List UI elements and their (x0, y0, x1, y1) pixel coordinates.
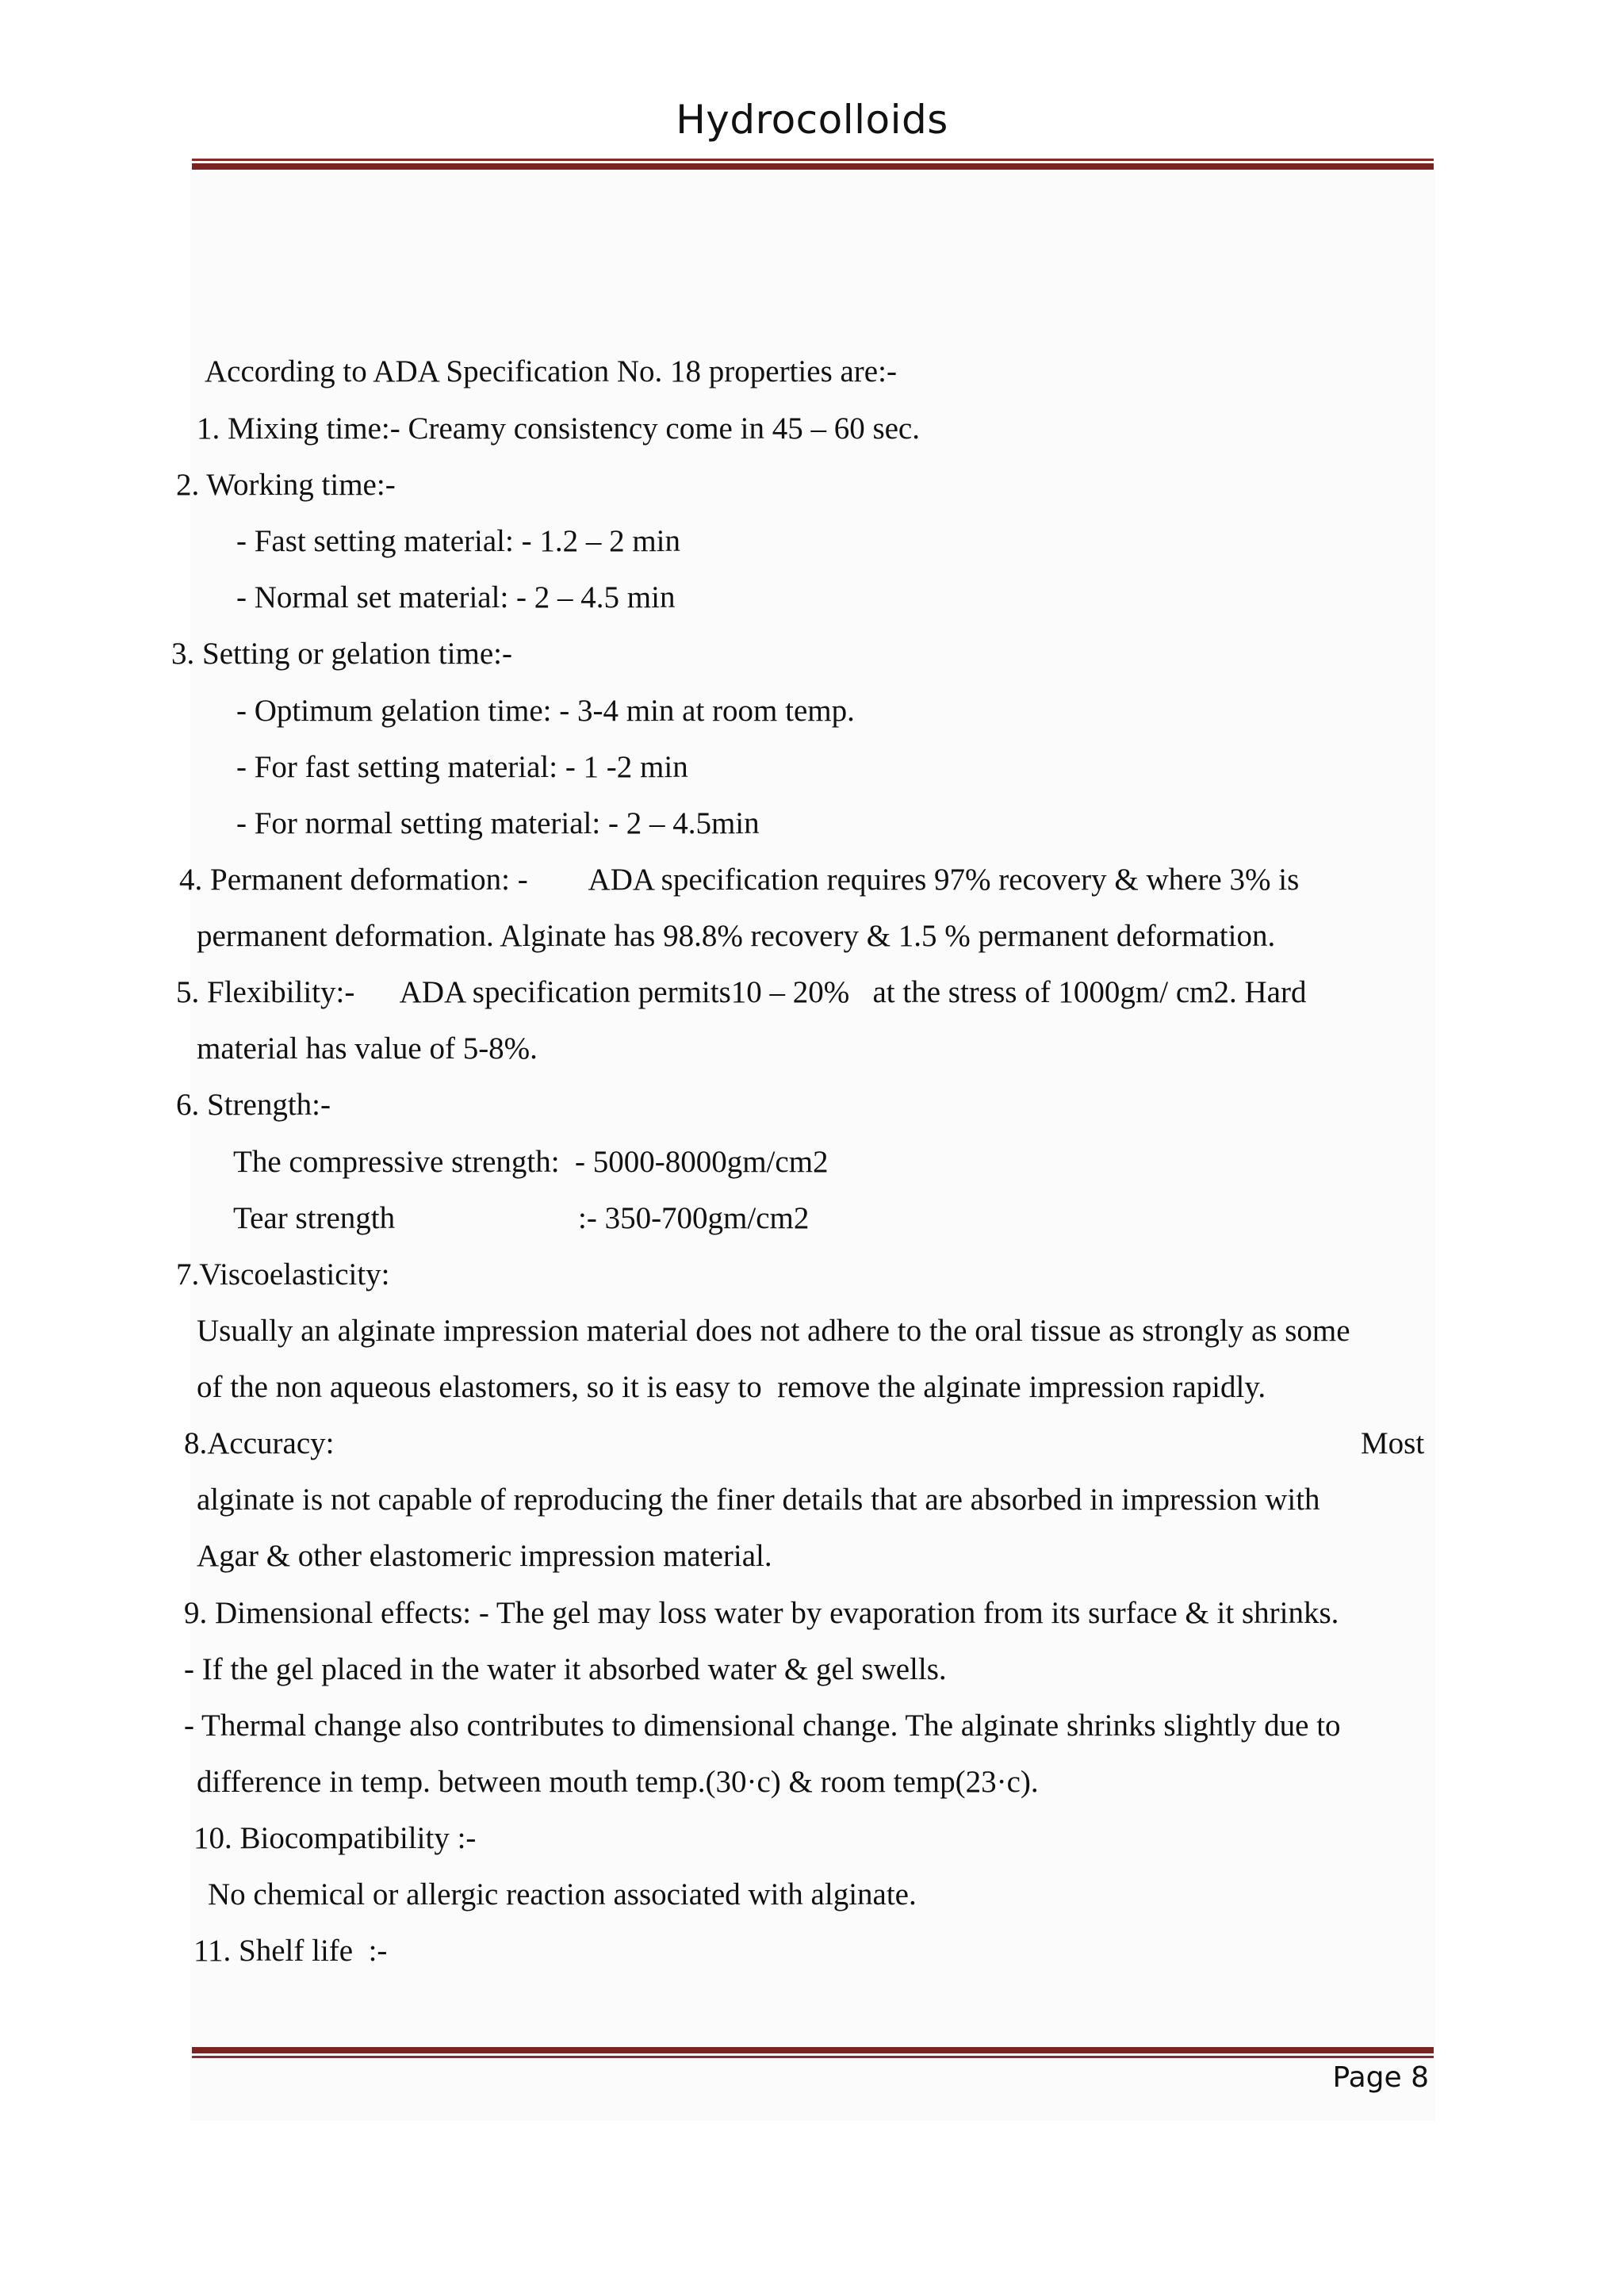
viscoelasticity-line1: Usually an alginate impression material does not adhere to the oral tissue as strongly as some (197, 1314, 1350, 1348)
page-header-title: Hydrocolloids (676, 97, 948, 143)
flexibility-line2: material has value of 5-8%. (197, 1031, 538, 1066)
dimensional-effects-line1: 9. Dimensional effects: - The gel may loss water by evaporation from its surface & it shrinks. (184, 1596, 1339, 1630)
setting-time-normal: - For normal setting material: - 2 – 4.5min (236, 806, 760, 840)
dimensional-effects-line4: difference in temp. between mouth temp.(30·c) & room temp(23·c). (197, 1765, 1039, 1799)
strength-heading: 6. Strength:- (176, 1088, 331, 1122)
intro-line: According to ADA Specification No. 18 properties are:- (205, 354, 897, 388)
page-number: Page 8 (1332, 2061, 1429, 2094)
dimensional-effects-line3: - Thermal change also contributes to dimensional change. The alginate shrinks slightly due to (184, 1709, 1341, 1743)
accuracy-line3: Agar & other elastomeric impression material. (197, 1539, 772, 1573)
working-time-heading: 2. Working time:- (176, 468, 396, 502)
permanent-deformation-line2: permanent deformation. Alginate has 98.8% recovery & 1.5 % permanent deformation. (197, 919, 1276, 953)
accuracy-line2: alginate is not capable of reproducing the finer details that are absorbed in impression with (197, 1483, 1320, 1517)
tear-strength-value: :- 350-700gm/cm2 (578, 1201, 810, 1235)
compressive-strength-label: The compressive strength: (233, 1145, 560, 1179)
setting-time-heading: 3. Setting or gelation time:- (171, 637, 513, 671)
compressive-strength-value: - 5000-8000gm/cm2 (575, 1145, 829, 1179)
working-time-normal: - Normal set material: - 2 – 4.5 min (236, 580, 676, 614)
biocompatibility-line1: No chemical or allergic reaction associated with alginate. (208, 1877, 917, 1911)
viscoelasticity-line2: of the non aqueous elastomers, so it is easy to remove the alginate impression rapidly. (197, 1370, 1266, 1404)
setting-time-fast: - For fast setting material: - 1 -2 min (236, 750, 688, 784)
header-rule (192, 159, 1434, 170)
working-time-fast: - Fast setting material: - 1.2 – 2 min (236, 524, 680, 558)
permanent-deformation-line1: 4. Permanent deformation: - ADA specification requires 97% recovery & where 3% is (179, 863, 1300, 897)
setting-time-optimum: - Optimum gelation time: - 3-4 min at room temp. (236, 694, 855, 728)
dimensional-effects-line2: - If the gel placed in the water it absorbed water & gel swells. (184, 1652, 947, 1686)
accuracy-heading: 8.Accuracy: (184, 1426, 335, 1460)
biocompatibility-heading: 10. Biocompatibility :- (193, 1821, 477, 1855)
viscoelasticity-heading: 7.Viscoelasticity: (176, 1257, 390, 1292)
accuracy-line1-tail: Most (1361, 1426, 1425, 1460)
footer-rule (192, 2047, 1434, 2058)
flexibility-line1: 5. Flexibility:- ADA specification permits10 – 20% at the stress of 1000gm/ cm2. Hard (176, 975, 1307, 1009)
shelf-life-heading: 11. Shelf life :- (193, 1934, 388, 1968)
tear-strength-label: Tear strength (233, 1201, 396, 1235)
mixing-time: 1. Mixing time:- Creamy consistency come in 45 – 60 sec. (197, 411, 920, 446)
